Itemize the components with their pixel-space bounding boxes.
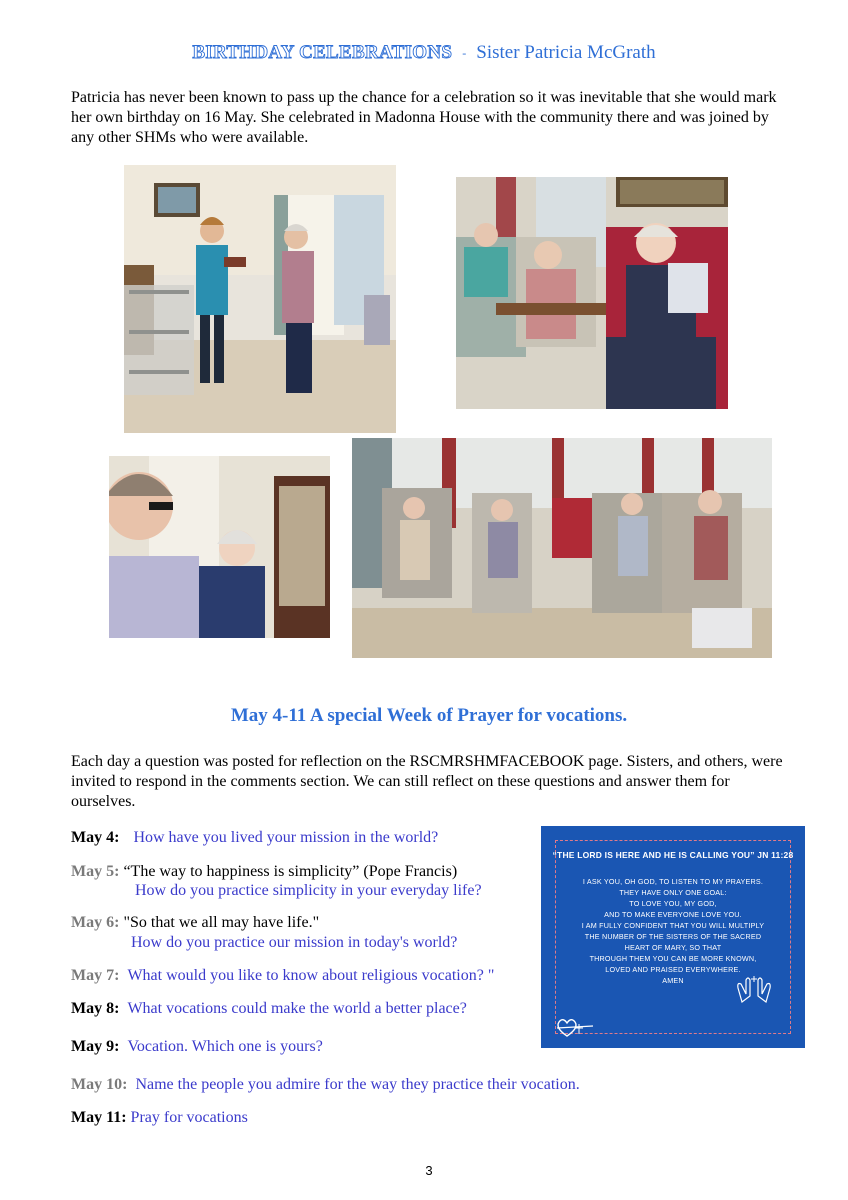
question-text: Name the people you admire for the way they practice their vocation. <box>135 1076 580 1093</box>
page-title <box>0 42 848 64</box>
question-quote: “The way to happiness is simplicity” (Pope Francis) <box>123 863 458 880</box>
question-text: Pray for vocations <box>130 1109 248 1126</box>
question-label: May 8: <box>71 1000 120 1017</box>
question-label: May 6: <box>71 914 120 931</box>
photo-cake-trolley <box>124 165 396 433</box>
question-label: May 10: <box>71 1076 128 1093</box>
page-number: 3 <box>425 1163 433 1178</box>
heart-logo-icon <box>553 1016 597 1042</box>
question-label: May 4: <box>71 829 120 846</box>
question-label: May 9: <box>71 1038 120 1055</box>
question-may-11 <box>71 1108 248 1128</box>
question-text: How do you practice our mission in today's world? <box>131 934 458 951</box>
question-text: Vocation. Which one is yours? <box>127 1038 323 1055</box>
question-may-6 <box>71 913 319 933</box>
title-name: Sister Patricia McGrath <box>476 42 656 63</box>
question-may-7 <box>71 966 494 986</box>
question-may-4 <box>71 828 438 848</box>
question-text: What would you like to know about religious vocation? " <box>127 967 495 984</box>
question-may-5 <box>71 862 457 882</box>
question-may-9 <box>71 1037 323 1057</box>
week-heading: May 4-11 A special Week of Prayer for vocations. <box>230 705 628 726</box>
photo-two-sisters-closeup <box>109 456 330 638</box>
question-may-8 <box>71 999 467 1019</box>
photo-group-in-armchairs <box>352 438 772 658</box>
photo-sister-in-armchair <box>456 177 728 409</box>
question-text: How do you practice simplicity in your everyday life? <box>135 882 482 899</box>
question-label: May 5: <box>71 863 120 880</box>
title-dash: - <box>462 46 467 61</box>
prayer-card <box>541 826 805 1048</box>
week-paragraph: Each day a question was posted for reflection on the RSCMRSHMFACEBOOK page. Sisters, and others, were invited to respond in the comments section. We can still reflect on these questions and answer them for ourselves. <box>71 753 783 810</box>
praying-hands-icon <box>734 974 774 1004</box>
question-text: What vocations could make the world a better place? <box>127 1000 467 1017</box>
question-quote: "So that we all may have life." <box>123 914 320 931</box>
prayer-card-body: I ASK YOU, OH GOD, TO LISTEN TO MY PRAYERS. THEY HAVE ONLY ONE GOAL: TO LOVE YOU, MY GOD, AND TO MAKE EVERYONE LOVE YOU. I AM FULLY CONFIDENT THAT YOU WILL MULTIPLY THE NUMBER OF THE SISTERS OF THE SACRED HEART OF MARY, SO THAT THROUGH THEM YOU CAN BE MORE KNOWN, LOVED AND PRAISED EVERYWHERE. AMEN <box>581 877 765 985</box>
question-may-10 <box>71 1075 580 1095</box>
title-outline-text: BIRTHDAY CELEBRATIONS <box>192 42 453 63</box>
prayer-card-heading: “THE LORD IS HERE AND HE IS CALLING YOU” JN 11:28 <box>552 850 794 860</box>
question-label: May 7: <box>71 967 120 984</box>
intro-paragraph: Patricia has never been known to pass up the chance for a celebration so it was inevitable that she would mark her own birthday on 16 May. She celebrated in Madonna House with the community there and was joined by any other SHMs who were available. <box>71 89 777 146</box>
question-label: May 11: <box>71 1109 127 1126</box>
question-text: How have you lived your mission in the world? <box>133 829 439 846</box>
